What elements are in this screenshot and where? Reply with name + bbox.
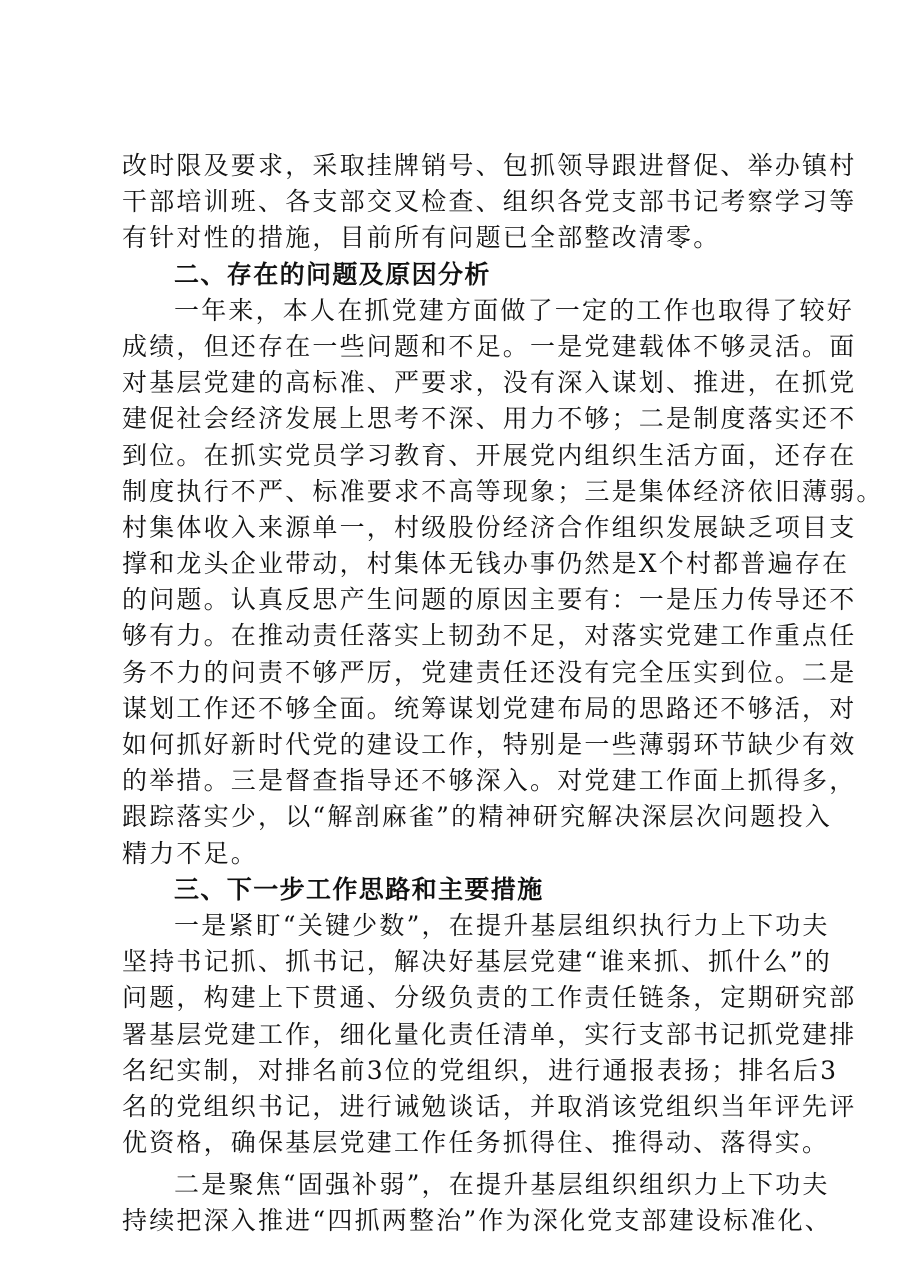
text-line: 的问题。认真反思产生问题的原因主要有：一是压力传导还不 bbox=[122, 585, 857, 615]
text-line: 署基层党建工作，细化量化责任清单，实行支部书记抓党建排 bbox=[122, 1019, 857, 1049]
text-line: 建促社会经济发展上思考不深、用力不够；二是制度落实还不 bbox=[122, 404, 857, 434]
text-line: 对基层党建的高标准、严要求，没有深入谋划、推进，在抓党 bbox=[122, 368, 857, 398]
text-line: 如何抓好新时代党的建设工作，特别是一些薄弱环节缺少有效 bbox=[122, 730, 857, 759]
text-line: 够有力。在推动责任落实上韧劲不足，对落实党建工作重点任 bbox=[122, 621, 857, 651]
text-line: 干部培训班、各支部交叉检查、组织各党支部书记考察学习等 bbox=[122, 187, 857, 217]
text-line: 跟踪落实少，以“解剖麻雀”的精神研究解决深层次问题投入 bbox=[122, 802, 832, 832]
text-line: 有针对性的措施，目前所有问题已全部整改清零。 bbox=[122, 223, 721, 253]
section-heading-next-steps: 三、下一步工作思路和主要措施 bbox=[174, 874, 544, 904]
text-line: 改时限及要求，采取挂牌销号、包抓领导跟进督促、举办镇村 bbox=[122, 151, 857, 180]
text-line: 持续把深入推进“四抓两整治”作为深化党支部建设标准化、 bbox=[122, 1206, 832, 1236]
text-line: 的举措。三是督查指导还不够深入。对党建工作面上抓得多， bbox=[122, 766, 857, 796]
text-line: 一年来，本人在抓党建方面做了一定的工作也取得了较好 bbox=[174, 295, 855, 325]
text-line: 名纪实制，对排名前3位的党组织，进行通报表扬；排名后3 bbox=[122, 1055, 839, 1085]
text-line: 村集体收入来源单一，村级股份经济合作组织发展缺乏项目支 bbox=[122, 512, 857, 542]
text-line: 优资格，确保基层党建工作任务抓得住、推得动、落得实。 bbox=[122, 1128, 830, 1158]
document-body bbox=[122, 148, 884, 1240]
text-line: 坚持书记抓、抓书记，解决好基层党建“谁来抓、抓什么”的 bbox=[122, 947, 832, 977]
text-line: 一是紧盯“关键少数”，在提升基层组织执行力上下功夫 bbox=[174, 910, 830, 940]
text-line: 撑和龙头企业带动，村集体无钱办事仍然是X个村都普遍存在 bbox=[122, 549, 850, 579]
text-line: 名的党组织书记，进行诫勉谈话，并取消该党组织当年评先评 bbox=[122, 1091, 857, 1121]
text-line: 制度执行不严、标准要求不高等现象；三是集体经济依旧薄弱。 bbox=[122, 476, 884, 506]
text-line: 到位。在抓实党员学习教育、开展党内组织生活方面，还存在 bbox=[122, 440, 857, 470]
text-line: 务不力的问责不够严厉，党建责任还没有完全压实到位。二是 bbox=[122, 657, 857, 687]
text-line: 问题，构建上下贯通、分级负责的工作责任链条，定期研究部 bbox=[122, 983, 857, 1013]
text-line: 二是聚焦“固强补弱”，在提升基层组织组织力上下功夫 bbox=[174, 1170, 830, 1200]
text-line: 谋划工作还不够全面。统筹谋划党建布局的思路还不够活，对 bbox=[122, 693, 857, 723]
text-line: 成绩，但还存在一些问题和不足。一是党建载体不够灵活。面 bbox=[122, 331, 857, 361]
section-heading-problems: 二、存在的问题及原因分析 bbox=[174, 259, 491, 289]
text-line: 精力不足。 bbox=[122, 838, 259, 868]
